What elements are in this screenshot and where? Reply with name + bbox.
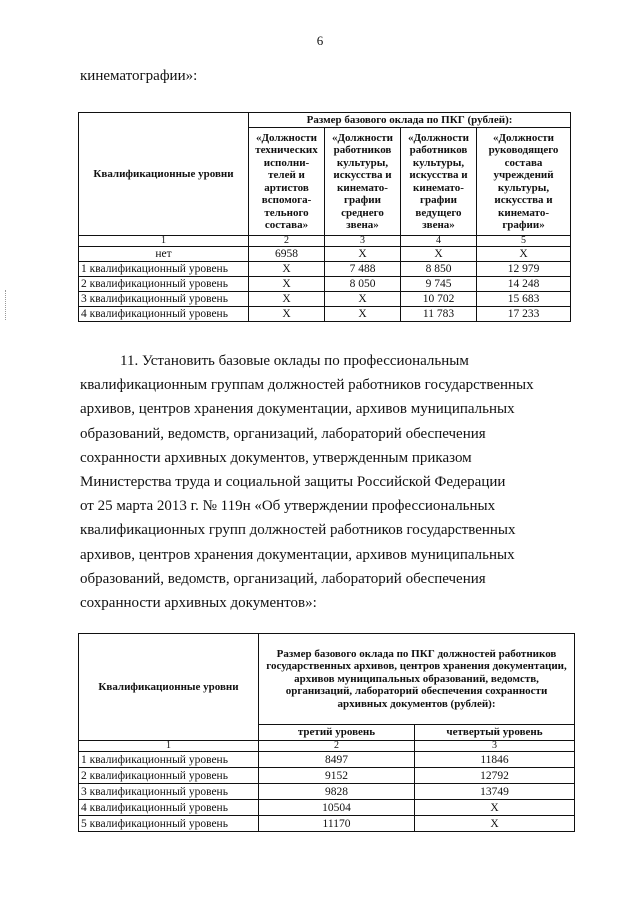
value-cell: 9 745 (401, 277, 477, 292)
level-cell: 2 квалификационный уровень (79, 277, 249, 292)
value-cell: 13749 (415, 784, 575, 800)
column-number: 5 (477, 236, 571, 247)
value-cell: Х (249, 262, 325, 277)
value-cell: Х (249, 277, 325, 292)
value-cell: 17 233 (477, 307, 571, 322)
page-number: 6 (316, 33, 324, 48)
intro-text: кинематографии»: (80, 68, 198, 84)
paragraph-line: образований, ведомств, организаций, лабораторий обеспечения (80, 425, 486, 442)
value-cell: Х (249, 307, 325, 322)
paragraph-line: сохранности архивных документов»: (80, 595, 317, 612)
column-number: 1 (79, 236, 249, 247)
column-number: 3 (325, 236, 401, 247)
value-cell: 11846 (415, 752, 575, 768)
value-cell: Х (325, 247, 401, 262)
value-cell: 8 850 (401, 262, 477, 277)
table-row (79, 768, 575, 784)
level-column-header: Квалификационные уровни (79, 634, 259, 741)
column-header: «Должности работников культуры, искусства и кинемато-графии ведущего звена» (401, 128, 477, 236)
margin-mark (5, 290, 8, 320)
paragraph-line: архивов, центров хранения документации, архивов муниципальных (80, 546, 515, 563)
salary-table-culture (78, 112, 571, 322)
value-cell: 8 050 (325, 277, 401, 292)
table-row (79, 277, 571, 292)
level-cell: 4 квалификационный уровень (79, 800, 259, 816)
main-column-header: Размер базового оклада по ПКГ (рублей): (249, 113, 571, 128)
paragraph-11 (80, 349, 567, 615)
value-cell: Х (401, 247, 477, 262)
level-cell: 3 квалификационный уровень (79, 292, 249, 307)
table-row (79, 752, 575, 768)
table-row (79, 800, 575, 816)
value-cell: 11170 (259, 816, 415, 832)
table-row (79, 262, 571, 277)
value-cell: Х (415, 816, 575, 832)
level-cell: 1 квалификационный уровень (79, 752, 259, 768)
level-cell: 1 квалификационный уровень (79, 262, 249, 277)
value-cell: 7 488 (325, 262, 401, 277)
column-number: 1 (79, 741, 259, 752)
column-header: «Должности работников культуры, искусства и кинемато-графии среднего звена» (325, 128, 401, 236)
salary-table-archives (78, 633, 575, 832)
table-row (79, 816, 575, 832)
value-cell: 15 683 (477, 292, 571, 307)
value-cell: 6958 (249, 247, 325, 262)
column-number: 2 (259, 741, 415, 752)
paragraph-line: 11. Установить базовые оклады по профессиональным (120, 353, 469, 369)
table-row (79, 247, 571, 262)
level-cell: 3 квалификационный уровень (79, 784, 259, 800)
column-number: 3 (415, 741, 575, 752)
value-cell: Х (415, 800, 575, 816)
value-cell: 10504 (259, 800, 415, 816)
level-cell: 4 квалификационный уровень (79, 307, 249, 322)
value-cell: 12 979 (477, 262, 571, 277)
column-number: 4 (401, 236, 477, 247)
value-cell: 9828 (259, 784, 415, 800)
paragraph-line: квалификационных групп должностей работников государственных (80, 522, 516, 539)
column-header: «Должности руководящего состава учреждений культуры, искусства и кинемато-графии» (477, 128, 571, 236)
paragraph-line: Министерства труда и социальной защиты Российской Федерации (80, 474, 506, 491)
table-row (79, 784, 575, 800)
value-cell: Х (325, 307, 401, 322)
table-row (79, 307, 571, 322)
main-column-header: Размер базового оклада по ПКГ должностей работников государственных архивов, центров хранения документации, архивов муниципальных образований, ведомств, организаций, лабораторий обеспечения сохранности архивных документов (рублей): (259, 634, 575, 725)
value-cell: 12792 (415, 768, 575, 784)
level-cell: 2 квалификационный уровень (79, 768, 259, 784)
level-column-header: Квалификационные уровни (79, 113, 249, 236)
value-cell: Х (249, 292, 325, 307)
value-cell: Х (325, 292, 401, 307)
value-cell: 8497 (259, 752, 415, 768)
paragraph-line: образований, ведомств, организаций, лабораторий обеспечения (80, 570, 486, 587)
level-cell: 5 квалификационный уровень (79, 816, 259, 832)
column-header: четвертый уровень (415, 725, 575, 741)
level-cell: нет (79, 247, 249, 262)
column-header: третий уровень (259, 725, 415, 741)
value-cell: Х (477, 247, 571, 262)
paragraph-line: архивов, центров хранения документации, архивов муниципальных (80, 401, 515, 418)
column-number: 2 (249, 236, 325, 247)
paragraph-line: от 25 марта 2013 г. № 119н «Об утверждении профессиональных (80, 498, 496, 515)
value-cell: 11 783 (401, 307, 477, 322)
value-cell: 10 702 (401, 292, 477, 307)
paragraph-line: квалификационным группам должностей работников государственных (80, 377, 534, 394)
value-cell: 9152 (259, 768, 415, 784)
paragraph-line: сохранности архивных документов, утвержденным приказом (80, 449, 472, 466)
table-row (79, 292, 571, 307)
column-header: «Должности технических исполни-телей и артистов вспомога-тельного состава» (249, 128, 325, 236)
value-cell: 14 248 (477, 277, 571, 292)
